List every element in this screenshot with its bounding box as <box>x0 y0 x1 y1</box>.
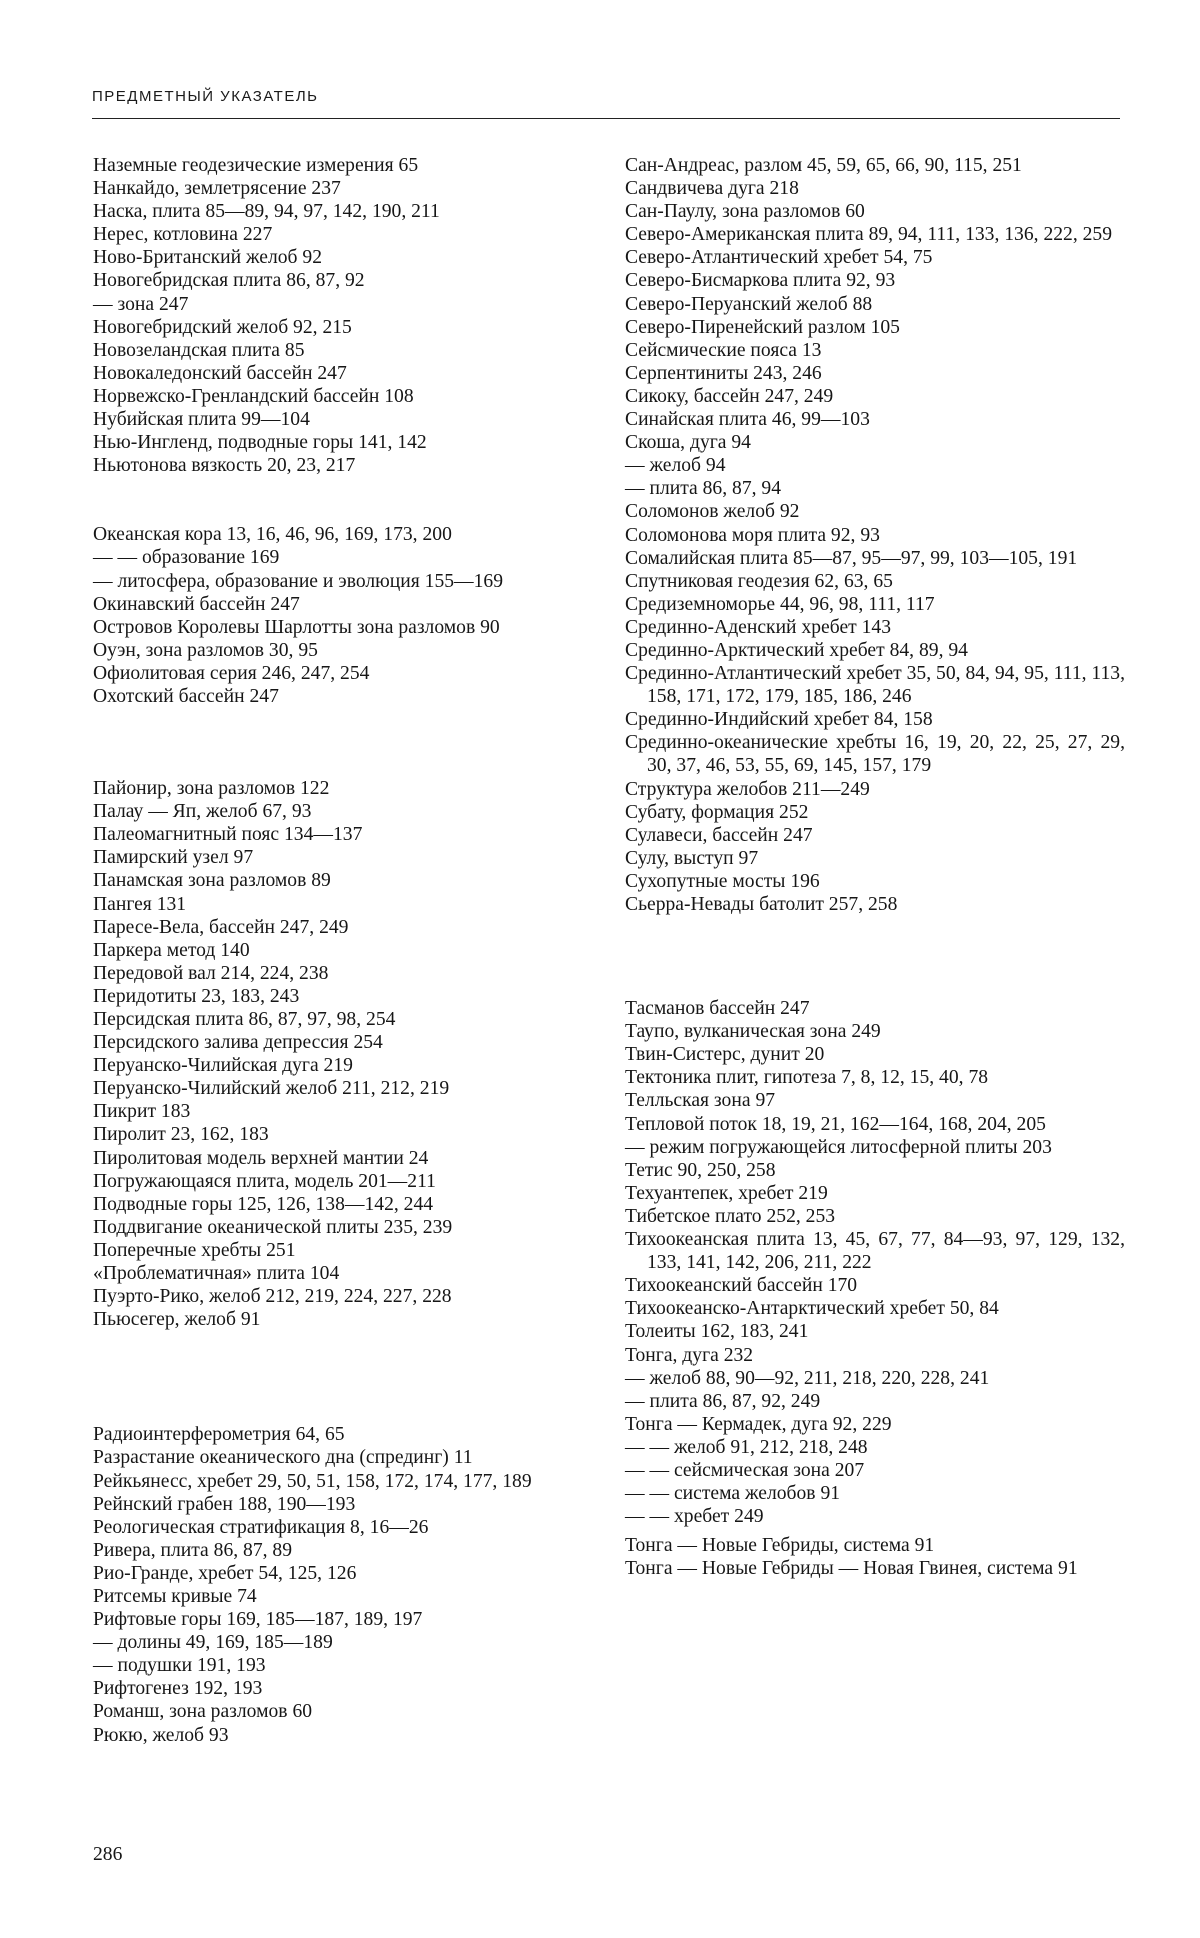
index-entry: — — хребет 249 <box>625 1506 764 1528</box>
index-entry: Новозеландская плита 85 <box>93 339 305 361</box>
index-entry: Персидского залива депрессия 254 <box>93 1032 383 1054</box>
index-entry: Тасманов бассейн 247 <box>625 998 810 1020</box>
index-entry: Таупо, вулканическая зона 249 <box>625 1021 881 1043</box>
index-entry: Разрастание океанического дна (спрединг) 11 <box>93 1447 473 1469</box>
index-entry: Панамская зона разломов 89 <box>93 870 331 892</box>
index-entry: Срединно-Индийский хребет 84, 158 <box>625 709 933 731</box>
index-entry: Сикоку, бассейн 247, 249 <box>625 385 834 407</box>
index-entry: — желоб 94 <box>625 455 726 477</box>
index-entry: Сан-Андреас, разлом 45, 59, 65, 66, 90, 115, 251 <box>625 155 1022 176</box>
index-entry: Тетис 90, 250, 258 <box>625 1159 776 1181</box>
index-group-p <box>93 777 593 1331</box>
index-entry: Тонга — Новые Гебриды — Новая Гвинея, система 91 <box>625 1558 1078 1580</box>
index-entry: Толеиты 162, 183, 241 <box>625 1321 809 1343</box>
index-entry: Рюкю, желоб 93 <box>93 1724 229 1746</box>
index-entry: Срединно-Арктический хребет 84, 89, 94 <box>625 639 968 661</box>
index-entry: Ньютонова вязкость 20, 23, 217 <box>93 455 356 477</box>
index-entry: Скоша, дуга 94 <box>625 432 751 454</box>
index-entry: Норвежско-Гренландский бассейн 108 <box>93 385 414 407</box>
index-entry: Соломонова моря плита 92, 93 <box>625 524 880 546</box>
index-entry: — — желоб 91, 212, 218, 248 <box>625 1436 868 1458</box>
index-entry: Пикрит 183 <box>93 1101 191 1123</box>
index-entry: Серпентиниты 243, 246 <box>625 362 822 384</box>
index-entry: — — система желобов 91 <box>625 1483 841 1505</box>
index-entry: Нубийская плита 99—104 <box>93 409 310 431</box>
index-entry: Наска, плита 85—89, 94, 97, 142, 190, 211 <box>93 201 440 223</box>
index-entry: Пангея 131 <box>93 893 187 915</box>
index-entry: Тонга, дуга 232 <box>625 1344 754 1366</box>
index-group-t-continued <box>625 1534 1125 1580</box>
index-entry: — литосфера, образование и эволюция 155—169 <box>93 570 504 592</box>
index-entry: Погружающаяся плита, модель 201—211 <box>93 1170 436 1192</box>
index-entry: — — сейсмическая зона 207 <box>625 1459 865 1481</box>
index-entry: Океанская кора 13, 16, 46, 96, 169, 173, 200 <box>93 524 452 546</box>
index-entry: Спутниковая геодезия 62, 63, 65 <box>625 570 893 592</box>
index-group-o <box>93 523 593 708</box>
index-entry: Рифтовые горы 169, 185—187, 189, 197 <box>93 1609 423 1631</box>
index-entry: Пайонир, зона разломов 122 <box>93 778 330 800</box>
index-entry: — желоб 88, 90—92, 211, 218, 220, 228, 241 <box>625 1367 990 1389</box>
index-entry: Охотский бассейн 247 <box>93 685 279 707</box>
index-entry: Сомалийская плита 85—87, 95—97, 99, 103—105, 191 <box>625 547 1078 569</box>
index-entry: Тихоокеанская плита 13, 45, 67, 77, 84—93, 97, 129, 132, 133, 141, 142, 206, 211, 222 <box>625 1229 1125 1274</box>
index-entry: Средиземноморье 44, 96, 98, 111, 117 <box>625 593 935 615</box>
index-entry: Тонга — Новые Гебриды, система 91 <box>625 1535 935 1557</box>
index-entry: Оуэн, зона разломов 30, 95 <box>93 639 318 661</box>
index-entry: Перуанско-Чилийский желоб 211, 212, 219 <box>93 1078 450 1100</box>
index-entry: — — образование 169 <box>93 547 280 569</box>
index-group-s <box>625 154 1125 916</box>
index-entry: Структура желобов 211—249 <box>625 778 870 800</box>
index-entry: Тихоокеанский бассейн 170 <box>625 1275 858 1297</box>
index-entry: Северо-Пиренейский разлом 105 <box>625 316 900 338</box>
index-entry: Палеомагнитный пояс 134—137 <box>93 824 363 846</box>
index-entry: — подушки 191, 193 <box>93 1655 266 1677</box>
index-entry: Сулу, выступ 97 <box>625 847 759 869</box>
index-group-h <box>93 154 593 477</box>
index-entry: Персидская плита 86, 87, 97, 98, 254 <box>93 1009 396 1030</box>
index-entry: Новокаледонский бассейн 247 <box>93 362 347 384</box>
index-entry: Субату, формация 252 <box>625 801 809 823</box>
index-group-r <box>93 1423 593 1746</box>
index-entry: Соломонов желоб 92 <box>625 501 800 523</box>
index-entry: — плита 86, 87, 92, 249 <box>625 1390 821 1412</box>
index-entry: Сухопутные мосты 196 <box>625 870 820 892</box>
index-entry: — режим погружающейся литосферной плиты 203 <box>625 1136 1052 1158</box>
index-entry: Рио-Гранде, хребет 54, 125, 126 <box>93 1562 357 1584</box>
index-entry: Рейкьянесс, хребет 29, 50, 51, 158, 172, 174, 177, 189 <box>93 1470 532 1492</box>
index-entry: Ново-Британский желоб 92 <box>93 247 323 269</box>
index-entry: — долины 49, 169, 185—189 <box>93 1632 333 1654</box>
index-entry: Синайская плита 46, 99—103 <box>625 409 870 431</box>
index-entry: — плита 86, 87, 94 <box>625 478 782 500</box>
index-entry: Нерес, котловина 227 <box>93 224 273 246</box>
page-number: 286 <box>93 1844 123 1865</box>
index-entry: Офиолитовая серия 246, 247, 254 <box>93 662 370 684</box>
index-entry: Сулавеси, бассейн 247 <box>625 824 813 846</box>
index-entry: Срединно-Аденский хребет 143 <box>625 616 891 638</box>
index-entry: Тибетское плато 252, 253 <box>625 1205 836 1227</box>
index-entry: Твин-Систерс, дунит 20 <box>625 1044 825 1066</box>
index-entry: Паркера метод 140 <box>93 939 250 961</box>
index-entry: Памирский узел 97 <box>93 847 254 869</box>
index-entry: Северо-Атлантический хребет 54, 75 <box>625 247 933 269</box>
index-entry: Пиролит 23, 162, 183 <box>93 1124 269 1146</box>
index-entry: Передовой вал 214, 224, 238 <box>93 962 329 984</box>
index-entry: Тепловой поток 18, 19, 21, 162—164, 168, 204, 205 <box>625 1113 1046 1135</box>
index-entry: Рейнский грабен 188, 190—193 <box>93 1493 356 1515</box>
index-entry: Сандвичева дуга 218 <box>625 178 799 200</box>
index-entry: Подводные горы 125, 126, 138—142, 244 <box>93 1193 434 1215</box>
index-entry: Рифтогенез 192, 193 <box>93 1678 263 1700</box>
page-header: ПРЕДМЕТНЫЙ УКАЗАТЕЛЬ <box>92 88 319 105</box>
index-entry: Островов Королевы Шарлотты зона разломов 90 <box>93 616 500 638</box>
index-entry: Ривера, плита 86, 87, 89 <box>93 1539 293 1561</box>
index-entry: Наземные геодезические измерения 65 <box>93 155 419 176</box>
header-rule <box>92 118 1120 119</box>
index-entry: Палау — Яп, желоб 67, 93 <box>93 801 312 823</box>
index-entry: Поперечные хребты 251 <box>93 1239 296 1261</box>
index-entry: Перидотиты 23, 183, 243 <box>93 985 300 1007</box>
index-entry: Пьюсегер, желоб 91 <box>93 1309 261 1331</box>
index-entry: Романш, зона разломов 60 <box>93 1701 313 1723</box>
index-entry: — зона 247 <box>93 293 189 315</box>
index-entry: Сан-Паулу, зона разломов 60 <box>625 201 865 223</box>
index-entry: Срединно-океанические хребты 16, 19, 20, 22, 25, 27, 29, 30, 37, 46, 53, 55, 69, 145, 157, 179 <box>625 732 1125 777</box>
index-entry: Пиролитовая модель верхней мантии 24 <box>93 1147 429 1169</box>
index-column-left <box>93 154 593 1747</box>
index-entry: Ритсемы кривые 74 <box>93 1585 257 1607</box>
index-entry: Нью-Ингленд, подводные горы 141, 142 <box>93 432 427 454</box>
index-entry: Нанкайдо, землетрясение 237 <box>93 178 341 200</box>
index-entry: Северо-Американская плита 89, 94, 111, 133, 136, 222, 259 <box>625 224 1113 246</box>
index-entry: Новогебридский желоб 92, 215 <box>93 316 352 338</box>
index-entry: Тонга — Кермадек, дуга 92, 229 <box>625 1413 892 1435</box>
index-entry: Перуанско-Чилийская дуга 219 <box>93 1055 353 1077</box>
index-entry: Северо-Бисмаркова плита 92, 93 <box>625 270 896 292</box>
index-entry: Окинавский бассейн 247 <box>93 593 300 615</box>
index-entry: «Проблематичная» плита 104 <box>93 1263 340 1285</box>
index-entry: Тихоокеанско-Антарктический хребет 50, 84 <box>625 1298 999 1320</box>
index-entry: Сьерра-Невады батолит 257, 258 <box>625 894 898 915</box>
index-entry: Поддвигание океанической плиты 235, 239 <box>93 1216 453 1238</box>
index-entry: Реологическая стратификация 8, 16—26 <box>93 1516 429 1538</box>
index-entry: Северо-Перуанский желоб 88 <box>625 293 873 315</box>
index-entry: Срединно-Атлантический хребет 35, 50, 84, 94, 95, 111, 113, 158, 171, 172, 179, 185, 186, 246 <box>625 663 1125 708</box>
index-entry: Тектоника плит, гипотеза 7, 8, 12, 15, 40, 78 <box>625 1067 989 1089</box>
index-entry: Пуэрто-Рико, желоб 212, 219, 224, 227, 228 <box>93 1286 452 1308</box>
index-entry: Телльская зона 97 <box>625 1090 776 1112</box>
index-entry: Паресе-Вела, бассейн 247, 249 <box>93 916 349 938</box>
index-entry: Радиоинтерферометрия 64, 65 <box>93 1424 345 1446</box>
index-entry: Новогебридская плита 86, 87, 92 <box>93 270 365 292</box>
index-entry: Техуантепек, хребет 219 <box>625 1182 828 1204</box>
index-column-right <box>625 154 1125 1580</box>
index-entry: Сейсмические пояса 13 <box>625 339 822 361</box>
index-group-t <box>625 997 1125 1528</box>
